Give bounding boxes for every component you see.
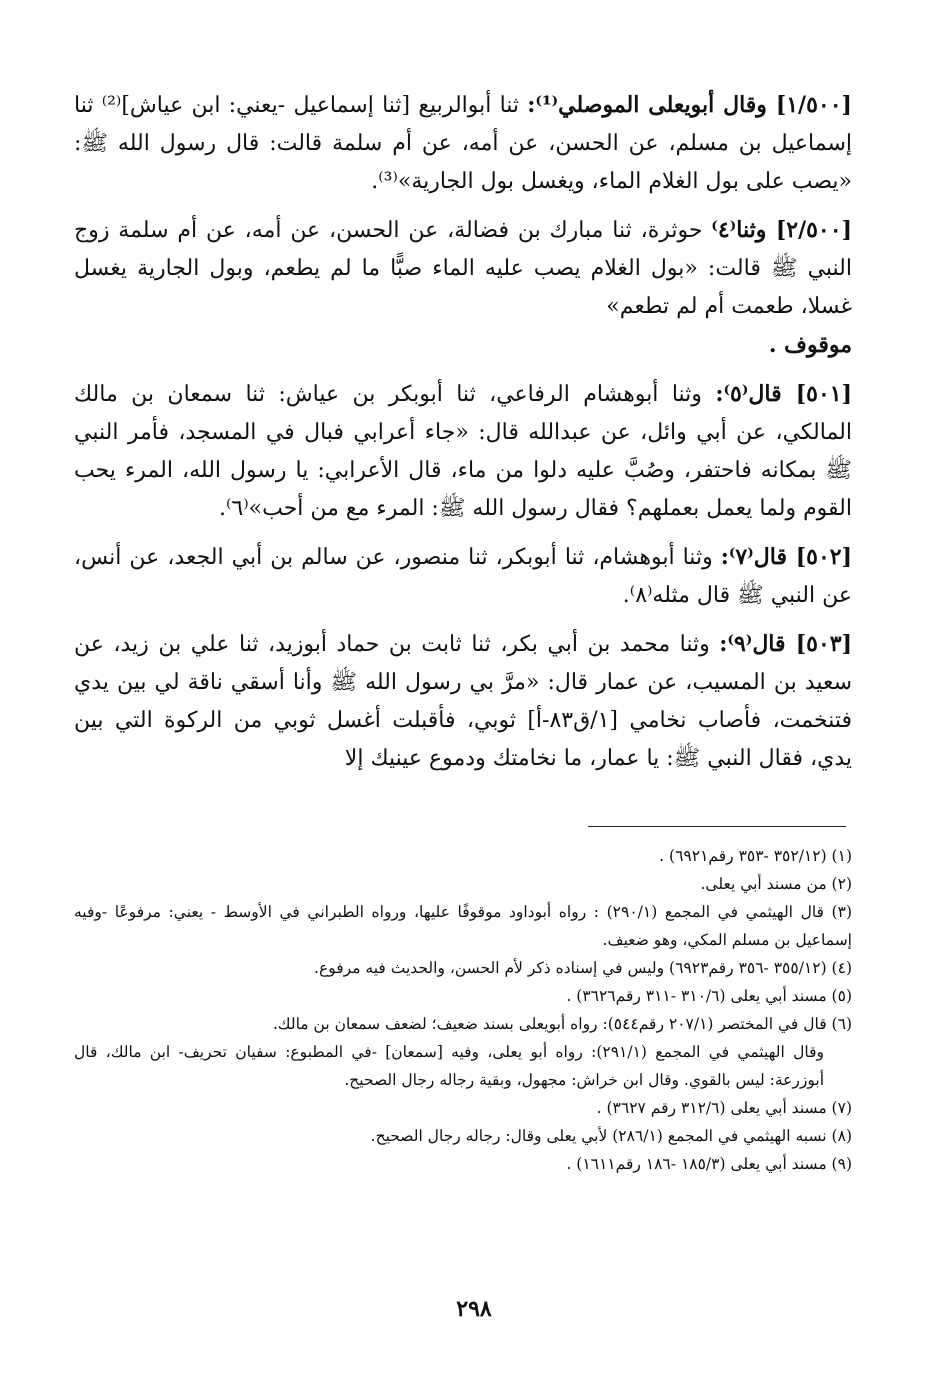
footnote: (٦) قال في المختصر (٢٠٧/١ رقم٥٤٤): رواه أبويعلى بسند ضعيف؛ لضعف سمعان بن مالك. bbox=[272, 1015, 852, 1033]
footnote: (٨) نسبه الهيثمي في المجمع (٢٨٦/١) لأبي يعلى وقال: رجاله رجال الصحيح. bbox=[370, 1127, 852, 1145]
hadith-paragraph bbox=[74, 538, 852, 615]
footnote: (٢) من مسند أبي يعلى. bbox=[700, 875, 852, 893]
hadith-paragraph bbox=[74, 86, 852, 201]
footnotes bbox=[74, 842, 852, 1178]
hadith-text: ثنا أبوالربيع [ثنا إسماعيل -يعني: ابن عياش]⁽²⁾ ثنا إسماعيل بن مسلم، عن الحسن، عن أمه، عن أم سلمة قالت: قال رسول الله ﷺ: «يصب على بول الغلام الماء، ويغسل بول الجارية»⁽³⁾. bbox=[74, 93, 852, 194]
hadith-heading: [٥٠٢] قال⁽٧⁾: bbox=[720, 544, 852, 570]
hadith-heading: [٥٠٣] قال⁽٩⁾: bbox=[719, 631, 852, 657]
main-text bbox=[74, 86, 852, 788]
page-number: ٢٩٨ bbox=[456, 1296, 492, 1322]
footnote: (٥) مسند أبي يعلى (٣١٠/٦ -٣١١ رقم٣٦٢٦) . bbox=[566, 987, 852, 1005]
footnote: (١) (٣٥٢/١٢ -٣٥٣ رقم٦٩٢١) . bbox=[659, 847, 852, 865]
footnote: (٧) مسند أبي يعلى (٣١٢/٦ رقم ٣٦٢٧) . bbox=[596, 1099, 852, 1117]
footnote: (٣) قال الهيثمي في المجمع (٢٩٠/١) : رواه أبوداود موقوفًا عليها، ورواه الطبراني في الأوسط - يعني: مرفوعًا -وفيه إسماعيل بن مسلم المكي، وهو ضعيف. bbox=[74, 903, 852, 949]
hadith-text: حوثرة، ثنا مبارك بن فضالة، عن الحسن، عن أمه، عن أم سلمة زوج النبي ﷺ قالت: «بول الغلام يصب عليه الماء صبًّا ما لم يطعم، وبول الجارية يغسل غسلا، طعمت أم لم تطعم» bbox=[74, 218, 852, 319]
hadith-text: وثنا محمد بن أبي بكر، ثنا ثابت بن حماد أبوزيد، ثنا علي بن زيد، عن سعيد بن المسيب، عن عمار قال: «مرَّ بي رسول الله ﷺ وأنا أسقي ناقة لي بين يدي فتنخمت، فأصاب نخامي [١/ق٨٣-أ] ثوبي، فأقبلت أغسل ثوبي من الركوة التي بين يدي، فقال النبي ﷺ: يا عمار، ما نخامتك ودموع عينيك إلا bbox=[74, 632, 852, 771]
hadith-text: وثنا أبوهشام الرفاعي، ثنا أبوبكر بن عياش: ثنا سمعان بن مالك المالكي، عن أبي وائل، عن عبدالله قال: «جاء أعرابي فبال في المسجد، فأمر النبي ﷺ بمكانه فاحتفر، وصُبَّ عليه دلوا من ماء، قال الأعرابي: يا رسول الله، المرء يحب القوم ولما يعمل بعملهم؟ فقال رسول الله ﷺ: المرء مع من أحب»⁽٦⁾. bbox=[74, 382, 852, 521]
status-mark: موقوف . bbox=[768, 332, 852, 358]
hadith-paragraph bbox=[74, 375, 852, 528]
hadith-paragraph bbox=[74, 211, 852, 365]
hadith-heading: [٢/٥٠٠] وثنا⁽٤⁾ bbox=[711, 217, 852, 243]
hadith-heading: [٥٠١] قال⁽٥⁾: bbox=[715, 381, 852, 407]
footnote: (٤) (٣٥٥/١٢ -٣٥٦ رقم٦٩٢٣) وليس في إسناده ذكر لأم الحسن، والحديث فيه مرفوع. bbox=[314, 959, 852, 977]
footnote-divider bbox=[588, 826, 846, 827]
hadith-text: وثنا أبوهشام، ثنا أبوبكر، ثنا منصور، عن سالم بن أبي الجعد، عن أنس، عن النبي ﷺ قال مثله⁽٨⁾. bbox=[74, 545, 852, 608]
hadith-heading: [١/٥٠٠] وقال أبويعلى الموصلي⁽¹⁾: bbox=[527, 92, 852, 118]
hadith-paragraph bbox=[74, 625, 852, 778]
footnote: (٩) مسند أبي يعلى (١٨٥/٣ -١٨٦ رقم١٦١١) . bbox=[566, 1155, 852, 1173]
footnote-continuation: وقال الهيثمي في المجمع (٢٩١/١): رواه أبو يعلى، وفيه [سمعان] -في المطبوع: سفيان تحريف- ابن مالك، قال أبوزرعة: ليس بالقوي. وقال ابن خراش: مجهول، وبقية رجاله رجال الصحيح. bbox=[74, 1043, 824, 1089]
